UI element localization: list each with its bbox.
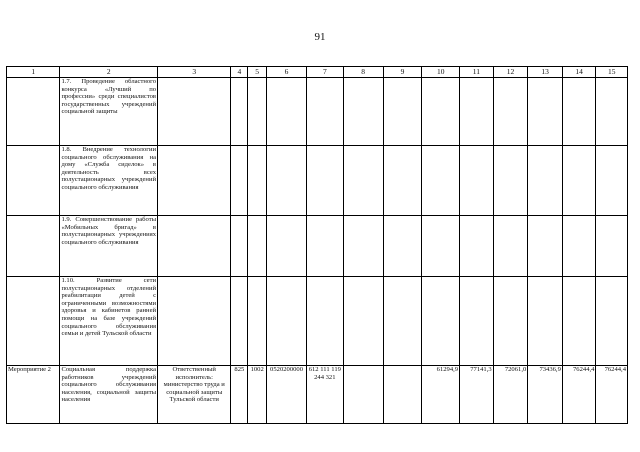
table-row [7, 78, 628, 146]
row-description: 1.8. Внедрение технологии социального обслуживания на дому «Служба сиделок» в деятельность всех полустационарных учреждений социального обслуживания [60, 146, 158, 216]
empty-cell [422, 78, 460, 146]
empty-cell [158, 277, 231, 366]
empty-cell [562, 146, 596, 216]
empty-cell [7, 146, 60, 216]
empty-cell [528, 146, 563, 216]
cell-c4: 825 [231, 366, 248, 424]
header-row [7, 67, 628, 78]
event-executor: Ответственный исполнитель: министерство труда и социальной защиты Тульской области [158, 366, 231, 424]
empty-cell [267, 78, 307, 146]
empty-cell [383, 216, 422, 277]
empty-cell [267, 216, 307, 277]
empty-cell [460, 146, 494, 216]
empty-cell [528, 78, 563, 146]
empty-cell [493, 146, 528, 216]
empty-cell [7, 216, 60, 277]
empty-cell [493, 78, 528, 146]
event-row [7, 366, 628, 424]
cell-c13: 73436,9 [528, 366, 563, 424]
empty-cell [248, 277, 267, 366]
cell-c6: 0520200000 [267, 366, 307, 424]
empty-cell [267, 146, 307, 216]
event-description: Социальная поддержка работников учреждений социального обслуживания населения, социальной защиты населения [60, 366, 158, 424]
col-header-10: 10 [422, 67, 460, 78]
empty-cell [248, 146, 267, 216]
cell-c10: 61294,9 [422, 366, 460, 424]
event-label: Мероприятие 2 [7, 366, 60, 424]
col-header-7: 7 [306, 67, 343, 78]
empty-cell [493, 277, 528, 366]
empty-cell [306, 277, 343, 366]
empty-cell [596, 216, 628, 277]
empty-cell [7, 277, 60, 366]
empty-cell [383, 146, 422, 216]
empty-cell [562, 277, 596, 366]
empty-cell [596, 146, 628, 216]
table-row [7, 146, 628, 216]
empty-cell [306, 146, 343, 216]
cell-c15: 76244,4 [596, 366, 628, 424]
empty-cell [248, 78, 267, 146]
empty-cell [343, 277, 383, 366]
cell-c9 [383, 366, 422, 424]
cell-c8 [343, 366, 383, 424]
empty-cell [528, 216, 563, 277]
empty-cell [158, 78, 231, 146]
col-header-15: 15 [596, 67, 628, 78]
empty-cell [231, 277, 248, 366]
empty-cell [306, 78, 343, 146]
empty-cell [562, 216, 596, 277]
cell-c11: 77141,3 [460, 366, 494, 424]
row-description: 1.9. Совершенствование работы «Мобильных бригад» в полустационарных учреждениях социального обслуживания [60, 216, 158, 277]
empty-cell [343, 216, 383, 277]
empty-cell [383, 277, 422, 366]
empty-cell [231, 78, 248, 146]
cell-c5: 1002 [248, 366, 267, 424]
empty-cell [422, 146, 460, 216]
empty-cell [158, 216, 231, 277]
empty-cell [493, 216, 528, 277]
table-row [7, 216, 628, 277]
col-header-5: 5 [248, 67, 267, 78]
row-description: 1.10. Развитие сети полустационарных отделений реабилитации детей с ограниченными возможностями здоровья и кабинетов ранней помощи на базе учреждений социального обслуживания семьи и детей Тульской области [60, 277, 158, 366]
empty-cell [596, 78, 628, 146]
col-header-9: 9 [383, 67, 422, 78]
page-number: 91 [314, 31, 326, 43]
empty-cell [596, 277, 628, 366]
col-header-13: 13 [528, 67, 563, 78]
col-header-1: 1 [7, 67, 60, 78]
col-header-6: 6 [267, 67, 307, 78]
cell-c7: 612 111 119 244 321 [306, 366, 343, 424]
col-header-8: 8 [343, 67, 383, 78]
cell-c14: 76244,4 [562, 366, 596, 424]
empty-cell [422, 277, 460, 366]
col-header-3: 3 [158, 67, 231, 78]
empty-cell [460, 277, 494, 366]
empty-cell [422, 216, 460, 277]
empty-cell [460, 78, 494, 146]
program-table [6, 66, 628, 424]
col-header-14: 14 [562, 67, 596, 78]
empty-cell [383, 78, 422, 146]
empty-cell [528, 277, 563, 366]
row-description: 1.7. Проведение областного конкурса «Лучший по профессии» среди специалистов государственных учреждений социальной защиты [60, 78, 158, 146]
empty-cell [343, 78, 383, 146]
empty-cell [343, 146, 383, 216]
empty-cell [7, 78, 60, 146]
table-row [7, 277, 628, 366]
col-header-11: 11 [460, 67, 494, 78]
col-header-12: 12 [493, 67, 528, 78]
empty-cell [460, 216, 494, 277]
empty-cell [267, 277, 307, 366]
empty-cell [158, 146, 231, 216]
empty-cell [248, 216, 267, 277]
cell-c12: 72061,0 [493, 366, 528, 424]
col-header-2: 2 [60, 67, 158, 78]
empty-cell [231, 216, 248, 277]
empty-cell [562, 78, 596, 146]
empty-cell [231, 146, 248, 216]
empty-cell [306, 216, 343, 277]
col-header-4: 4 [231, 67, 248, 78]
